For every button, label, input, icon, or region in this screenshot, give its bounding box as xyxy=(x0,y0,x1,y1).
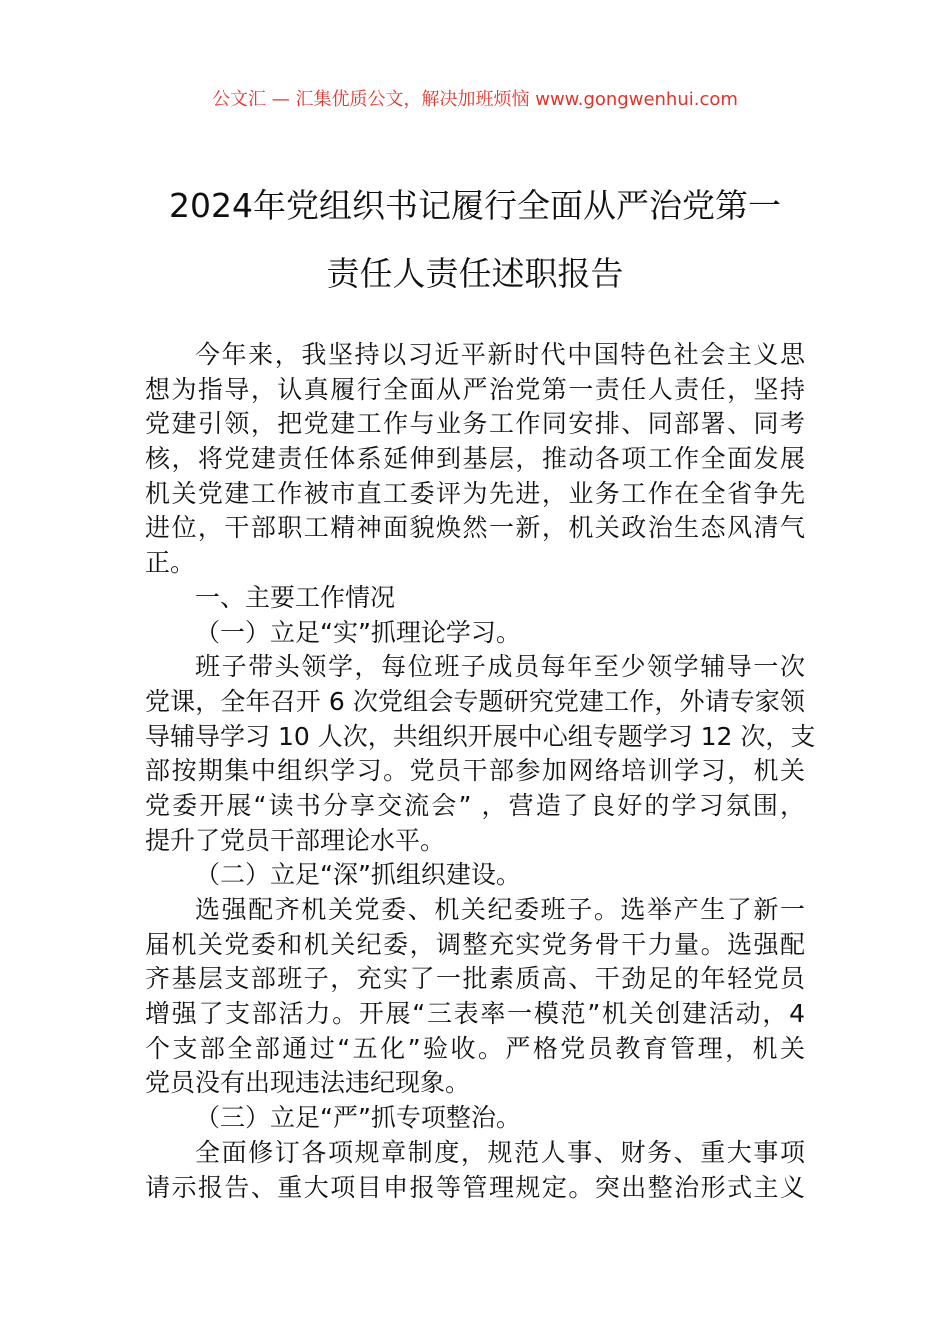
document-body xyxy=(145,338,816,1205)
text-line: 党委开展“读书分享交流会” ，营造了良好的学习氛围， xyxy=(145,790,805,820)
text-line: 一、主要工作情况 xyxy=(195,582,396,612)
text-line: （二）立足“深”抓组织建设。 xyxy=(195,860,521,890)
text-line: 今年来，我坚持以习近平新时代中国特色社会主义思 xyxy=(195,340,805,369)
text-line: 班子带头领学，每位班子成员每年至少领学辅导一次 xyxy=(195,652,805,682)
text-line: 导辅导学习 10 人次，共组织开展中心组专题学习 12 次，支 xyxy=(145,721,816,751)
text-line: 党员没有出现违法违纪现象。 xyxy=(145,1068,471,1098)
text-line: 想为指导，认真履行全面从严治党第一责任人责任，坚持 xyxy=(145,374,805,404)
text-line: 选强配齐机关党委、机关纪委班子。选举产生了新一 xyxy=(195,895,805,924)
text-line: （一）立足“实”抓理论学习。 xyxy=(195,617,521,647)
text-line: 个支部全部通过“五化”验收。严格党员教育管理，机关 xyxy=(145,1033,805,1063)
text-line: 机关党建工作被市直工委评为先进，业务工作在全省争先 xyxy=(145,478,805,508)
text-line: 齐基层支部班子，充实了一批素质高、干劲足的年轻党员 xyxy=(145,964,805,994)
text-line: 核，将党建责任体系延伸到基层，推动各项工作全面发展 xyxy=(145,444,805,474)
text-line: 请示报告、重大项目申报等管理规定。突出整治形式主义 xyxy=(145,1172,805,1202)
document-title-line-2: 责任人责任述职报告 xyxy=(326,254,624,293)
text-line: 增强了支部活力。开展“三表率一模范”机关创建活动，4 xyxy=(145,999,805,1029)
text-line: 全面修订各项规章制度，规范人事、财务、重大事项 xyxy=(195,1137,805,1167)
text-line: 提升了党员干部理论水平。 xyxy=(145,825,446,855)
text-line: 正。 xyxy=(145,548,196,578)
text-line: 党课，全年召开 6 次党组会专题研究党建工作，外请专家领 xyxy=(145,686,805,716)
text-line: （三）立足“严”抓专项整治。 xyxy=(195,1103,521,1133)
text-line: 进位，干部职工精神面貌焕然一新，机关政治生态风清气 xyxy=(145,513,805,543)
text-line: 部按期集中组织学习。党员干部参加网络培训学习，机关 xyxy=(145,756,805,786)
text-line: 届机关党委和机关纪委，调整充实党务骨干力量。选强配 xyxy=(145,929,805,959)
watermark-banner[interactable]: 公文汇 — 汇集优质公文，解决加班烦恼 www.gongwenhui.com xyxy=(212,89,738,110)
document-title-line-1: 2024年党组织书记履行全面从严治党第一 xyxy=(169,186,781,225)
text-line: 党建引领，把党建工作与业务工作同安排、同部署、同考 xyxy=(145,409,805,439)
